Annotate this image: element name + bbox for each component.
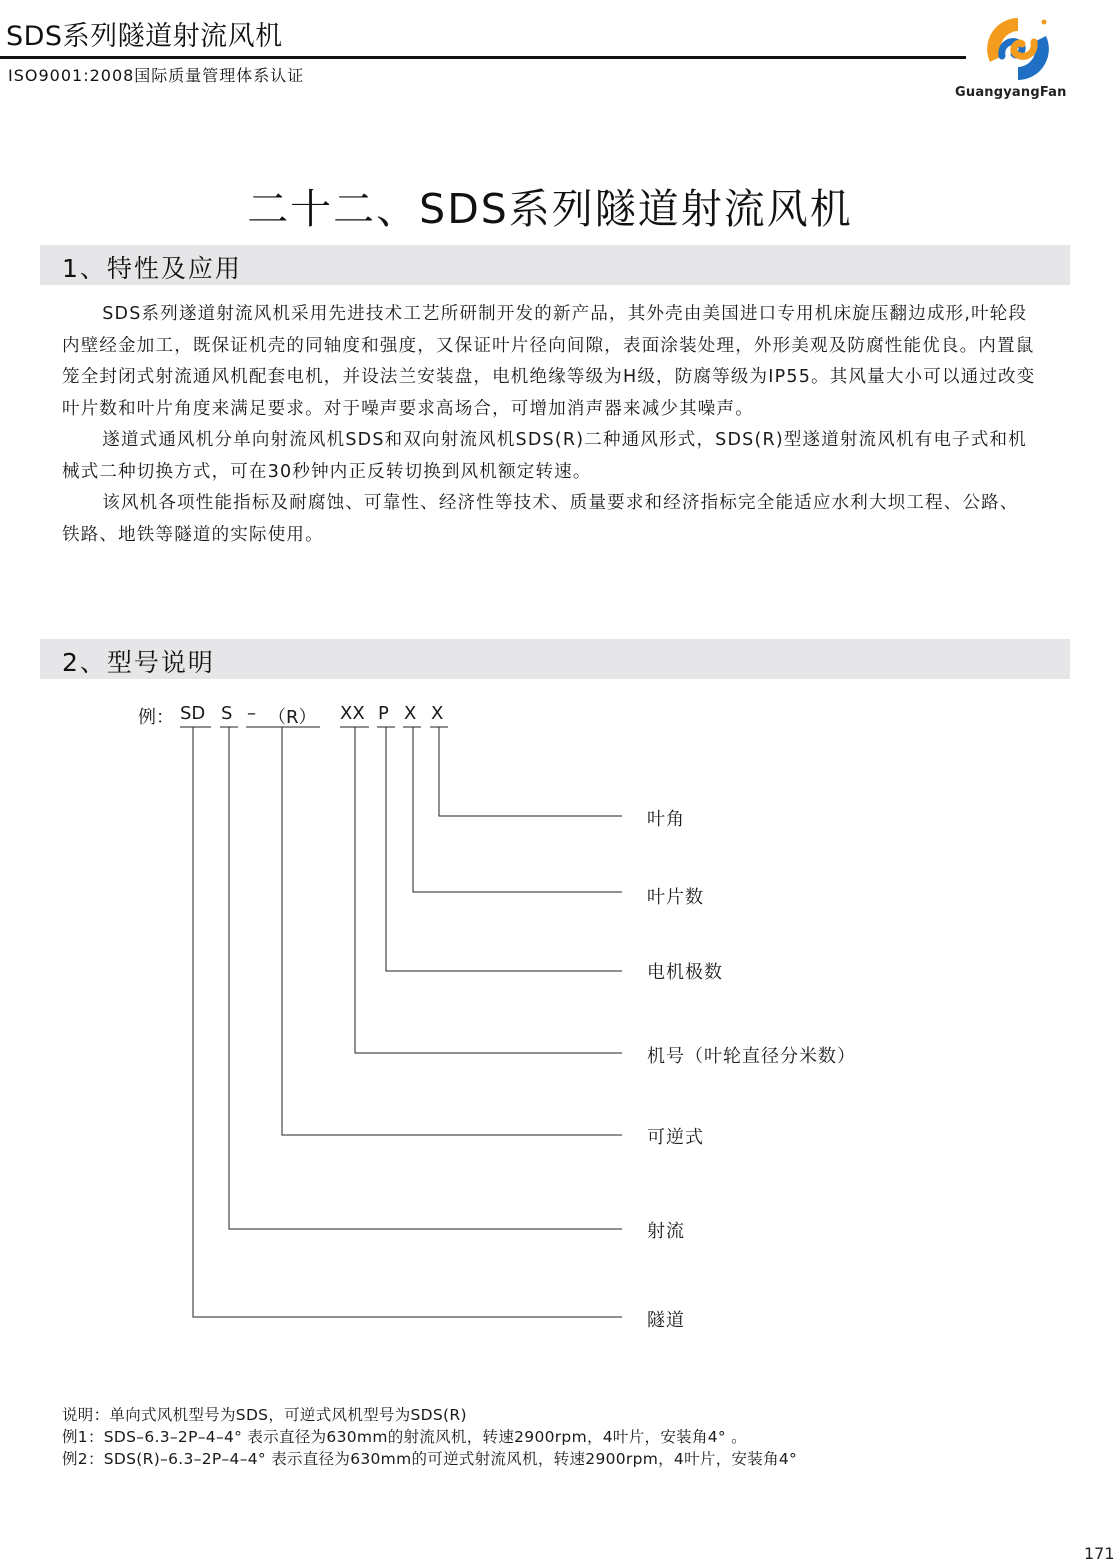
model-token-sd: SD [180,703,206,724]
model-token-x1: X [404,703,417,724]
model-token-xx: XX [340,703,365,724]
paragraph: 该风机各项性能指标及耐腐蚀、可靠性、经济性等技术、质量要求和经济指标完全能适应水利大坝工程、公路、铁路、地铁等隧道的实际使用。 [62,493,1019,545]
page-number: 171 [1084,1544,1115,1563]
note-line: 例1：SDS–6.3–2P–4–4° 表示直径为630mm的射流风机，转速2900rpm，4叶片，安装角4° 。 [62,1428,747,1446]
model-token-s: S [221,703,233,724]
model-token-r: （R） [268,707,317,728]
notes [62,1404,797,1470]
paragraph: SDS系列遂道射流风机采用先进技术工艺所研制开发的新产品，其外壳由美国进口专用机床旋压翻边成形,叶轮段内壁经金加工，既保证机壳的同轴度和强度，又保证叶片径向间隙，表面涂装处理，外形美观及防腐性能优良。内置鼠笼全封闭式射流通风机配套电机，并设法兰安装盘，电机绝缘等级为H级，防腐等级为IP55。其风量大小可以通过改变叶片数和叶片角度来满足要求。对于噪声要求高场合，可增加消声器来减少其噪声。 [62,304,1036,419]
label-motor-poles: 电机极数 [647,962,723,983]
model-token-dash: – [247,703,256,724]
label-blade-angle: 叶角 [647,809,685,830]
logo-text: GuangyangFan [955,85,1067,100]
header-subtitle: ISO9001:2008国际质量管理体系认证 [8,66,305,85]
note-line: 说明：单向式风机型号为SDS，可逆式风机型号为SDS(R) [62,1406,467,1424]
section1-title: 1、特性及应用 [62,254,242,283]
header-title: SDS系列隧道射流风机 [6,21,283,52]
label-blade-count: 叶片数 [647,887,704,908]
label-reversible: 可逆式 [647,1127,704,1148]
model-token-p: P [378,703,389,724]
label-machine-number: 机号（叶轮直径分米数） [647,1046,856,1067]
section2-title: 2、型号说明 [62,648,215,677]
main-title: 二十二、SDS系列隧道射流风机 [247,185,853,233]
model-example-prefix: 例： [138,707,174,728]
label-jet: 射流 [647,1221,685,1242]
note-line: 例2：SDS(R)–6.3–2P–4–4° 表示直径为630mm的可逆式射流风机，转速2900rpm，4叶片，安装角4° [62,1450,798,1468]
label-tunnel: 隧道 [647,1310,685,1331]
model-token-x2: X [431,703,444,724]
paragraph: 遂道式通风机分单向射流风机SDS和双向射流风机SDS(R)二种通风形式，SDS(R)型遂道射流风机有电子式和机械式二种切换方式，可在30秒钟内正反转切换到风机额定转速。 [62,430,1027,482]
